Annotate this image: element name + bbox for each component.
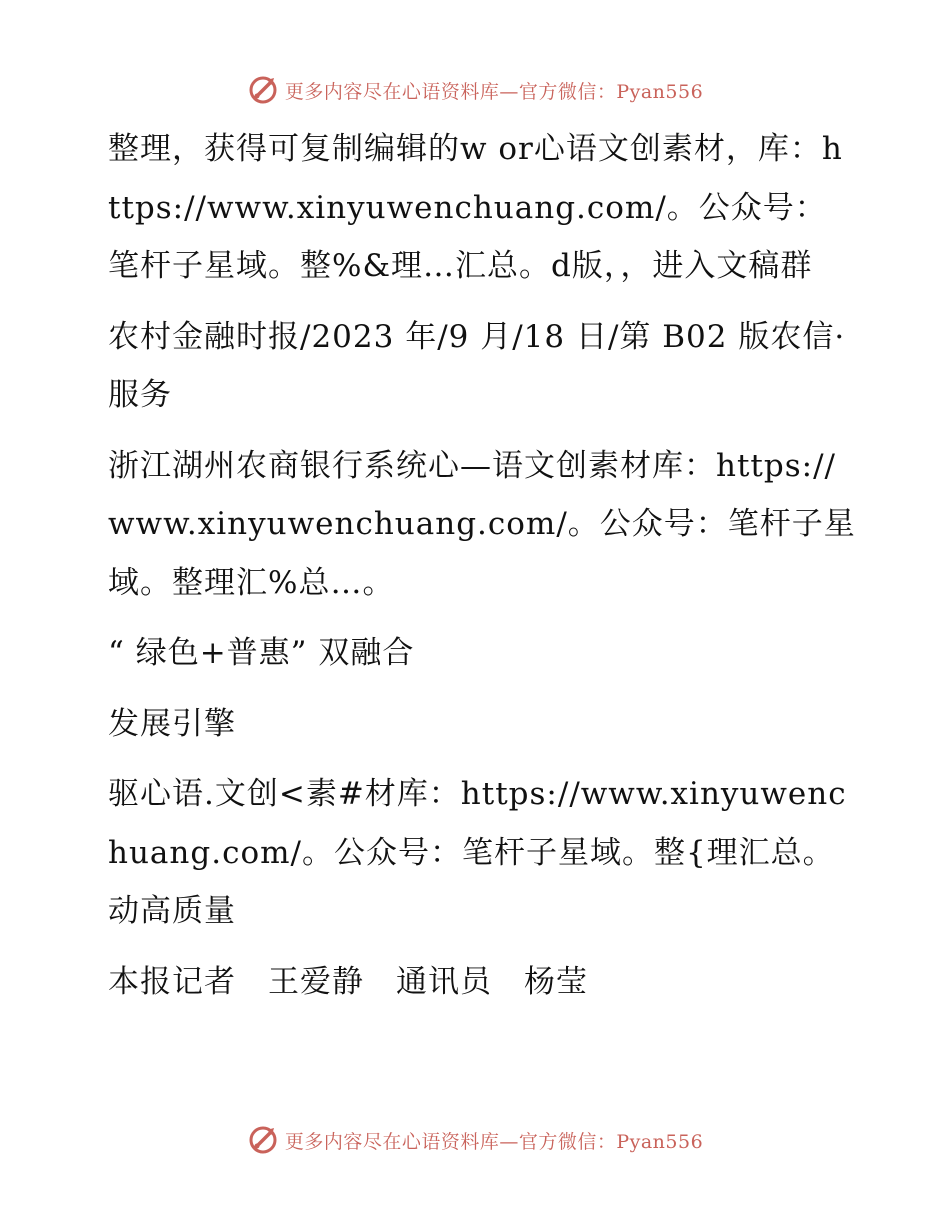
watermark-text: 更多内容尽在心语资料库—官方微信：Pyan556 xyxy=(284,1130,704,1153)
header-watermark xyxy=(0,70,950,110)
paragraph-bank: 浙江湖州农商银行系统心—语文创素材库：https://www.xinyuwenchuang.com/。公众号：笔杆子星域。整理汇%总…。 xyxy=(108,447,856,601)
paragraph-source: 农村金融时报/2023 年/9 月/18 日/第 B02 版农信· 服务 xyxy=(108,318,846,413)
footer-watermark xyxy=(0,1120,950,1160)
article-headline-2: 发展引擎 xyxy=(108,705,236,742)
article-headline-1: “ 绿色+普惠” 双融合 xyxy=(108,635,415,671)
brush-logo-icon xyxy=(247,1124,279,1156)
brush-logo-icon xyxy=(247,74,279,106)
paragraph-drive: 驱心语.文创<素#材库：https://www.xinyuwenchuang.com/。公众号：笔杆子星域。整{理汇总。动高质量 xyxy=(108,776,847,929)
watermark-text: 更多内容尽在心语资料库—官方微信：Pyan556 xyxy=(284,80,704,103)
document-body xyxy=(96,120,856,1011)
paragraph-intro: 整理，获得可复制编辑的w or心语文创素材，库：https://www.xinyuwenchuang.com/。公众号：笔杆子星域。整%&理…汇总。d版，，进入文稿群 xyxy=(108,131,843,284)
paragraph-byline: 本报记者 王爱静 通讯员 杨莹 xyxy=(108,963,588,1000)
